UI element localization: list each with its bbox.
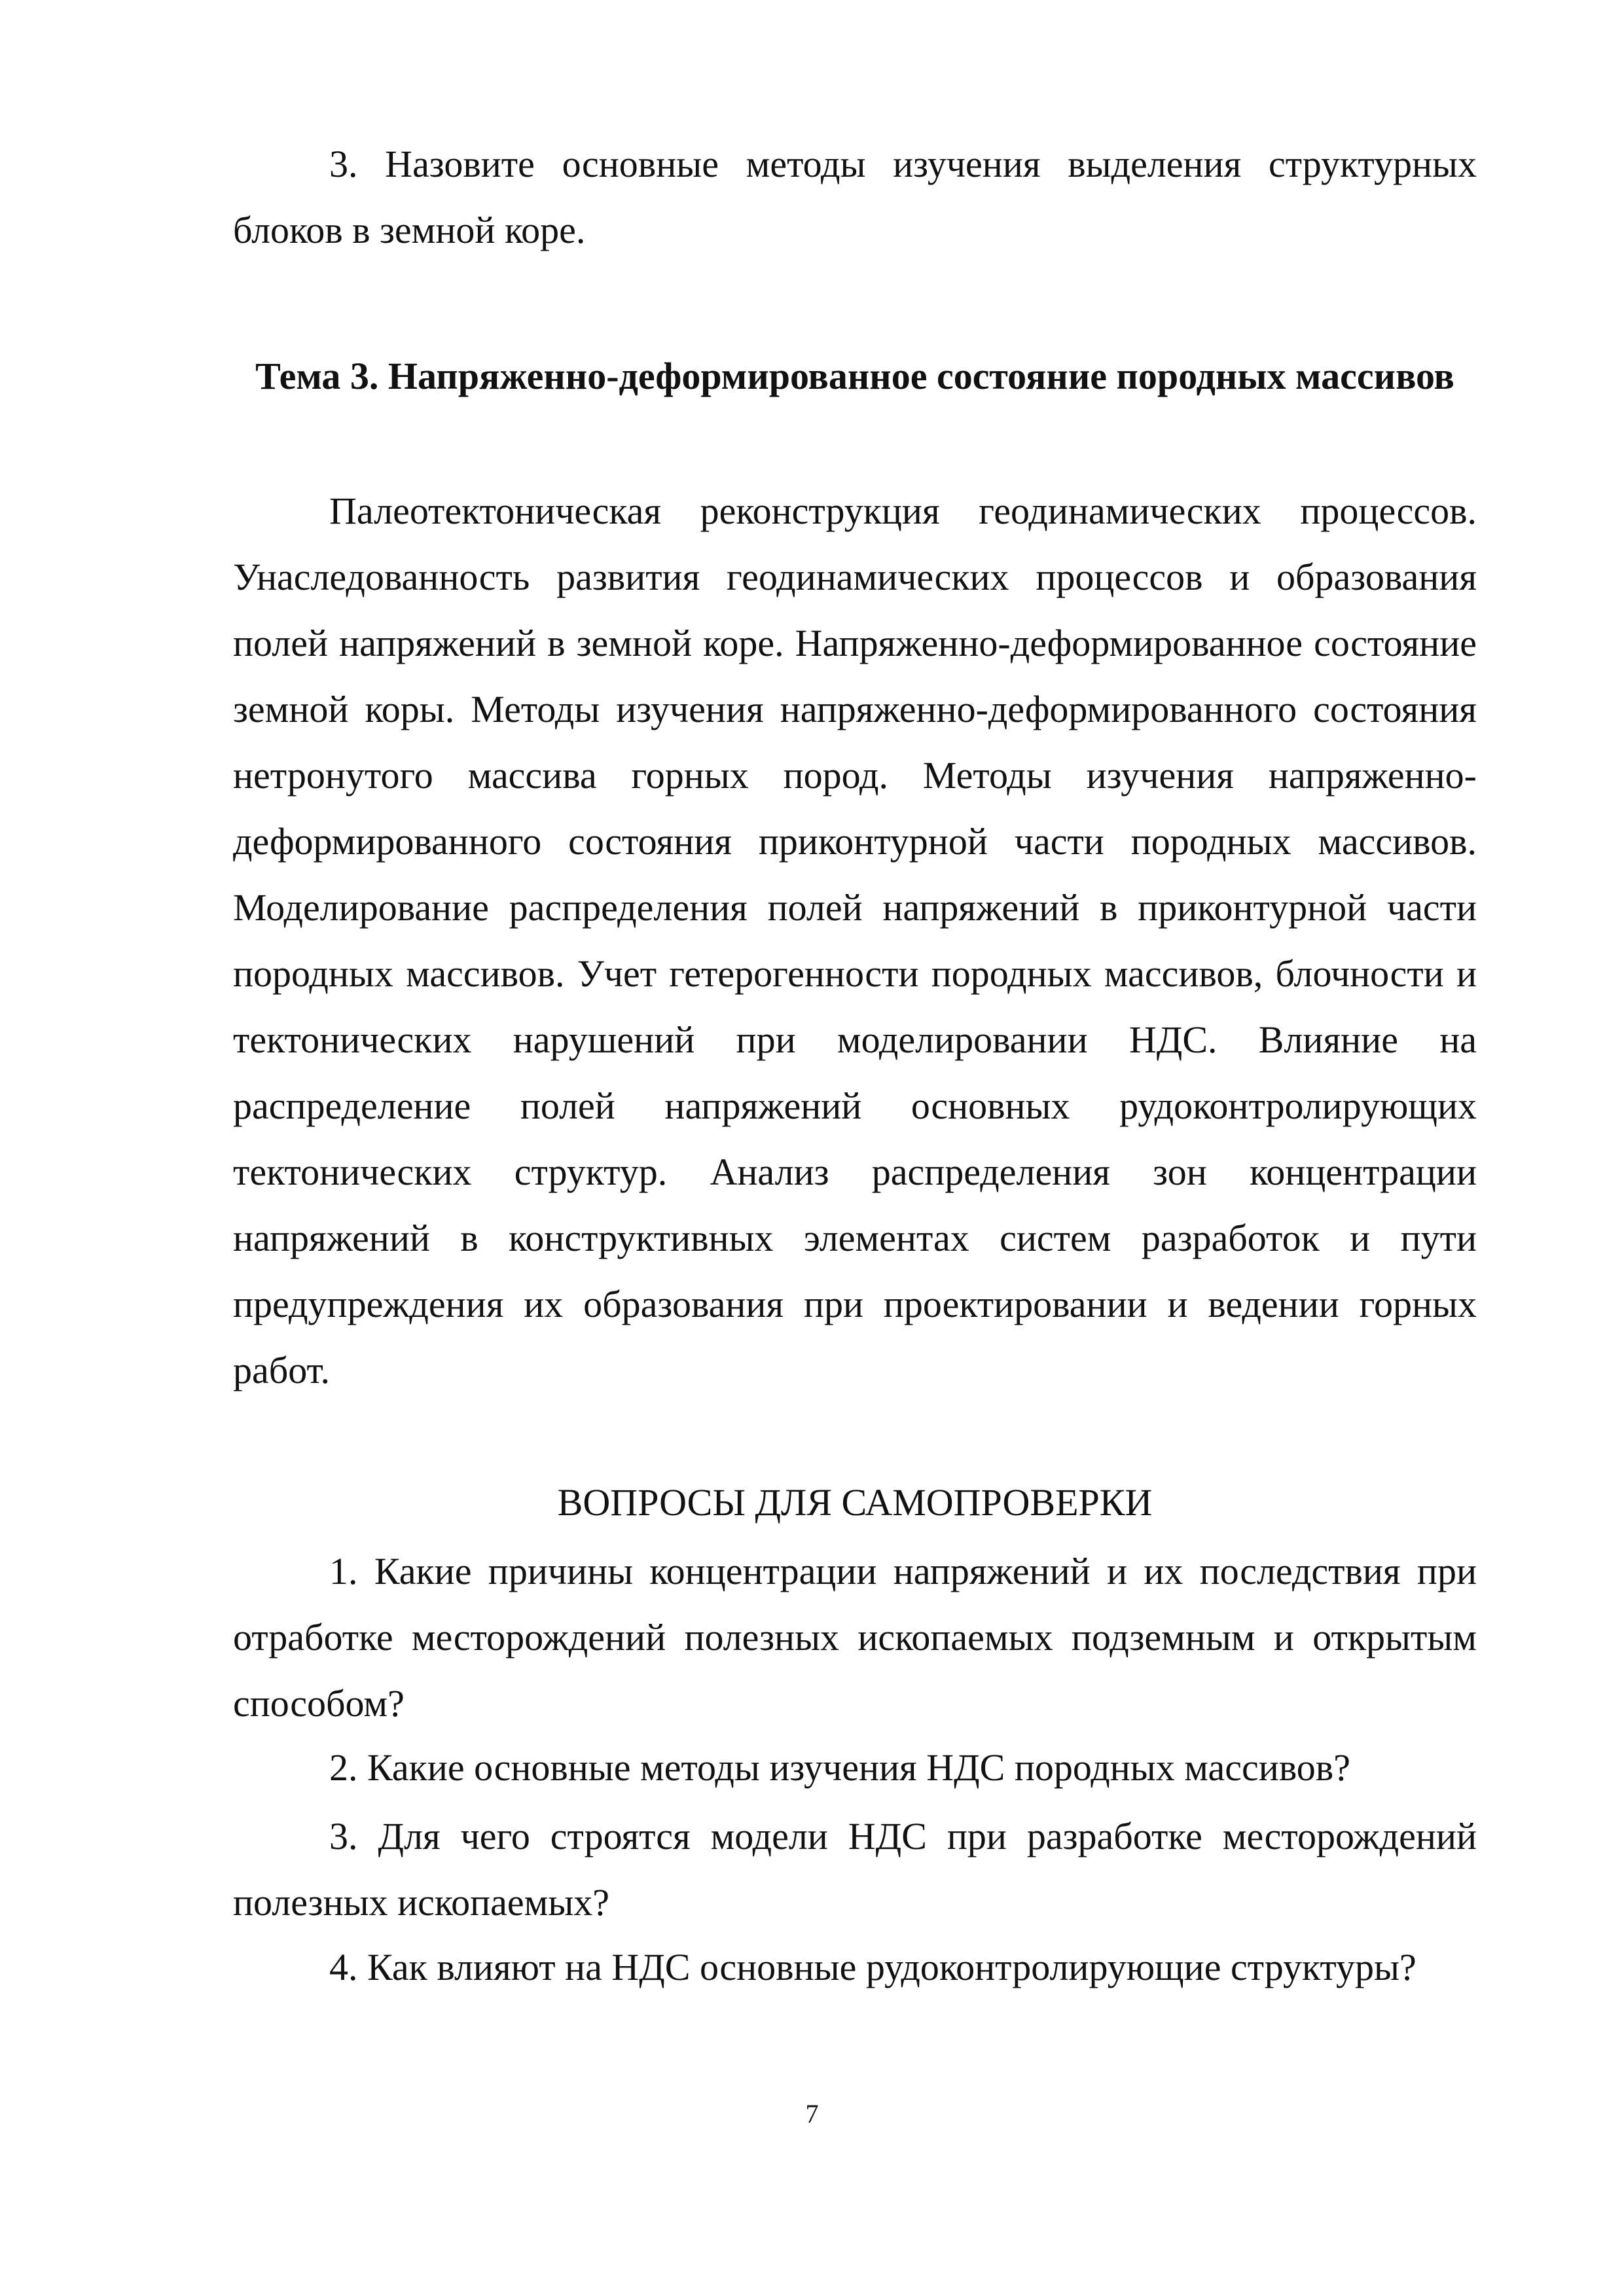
questions-heading: ВОПРОСЫ ДЛЯ САМОПРОВЕРКИ <box>557 1481 1153 1524</box>
question-3: 3. Для чего строятся модели НДС при разработке месторождений полезных ископаемых? <box>233 1815 1477 1924</box>
question-2: 2. Какие основные методы изучения НДС породных массивов? <box>329 1746 1350 1789</box>
topic-title: Тема 3. Напряженно-деформированное состояние породных массивов <box>255 355 1454 397</box>
page-number: 7 <box>805 2099 819 2128</box>
question-1: 1. Какие причины концентрации напряжений и их последствия при отработке месторождений полезных ископаемых подземным и открытым способом? <box>233 1550 1477 1725</box>
question-4: 4. Как влияют на НДС основные рудоконтролирующие структуры? <box>329 1946 1416 1988</box>
topic-body-paragraph: Палеотектоническая реконструкция геодинамических процессов. Унаследованность развития геодинамических процессов и образования полей напряжений в земной коре. Напряженно-деформированное состояние земной коры. Методы изучения напряженно-деформированного состояния нетронутого массива горных пород. Методы изучения напряженно-деформированного состояния приконтурной части породных массивов. Моделирование распределения полей напряжений в приконтурной части породных массивов. Учет гетерогенности породных массивов, блочности и тектонических нарушений при моделировании НДС. Влияние на распределение полей напряжений основных рудоконтролирующих тектонических структур. Анализ распределения зон концентрации напряжений в конструктивных элементах систем разработок и пути предупреждения их образования при проектировании и ведении горных работ. <box>233 490 1477 1391</box>
intro-question: 3. Назовите основные методы изучения выделения структурных блоков в земной коре. <box>233 143 1477 251</box>
